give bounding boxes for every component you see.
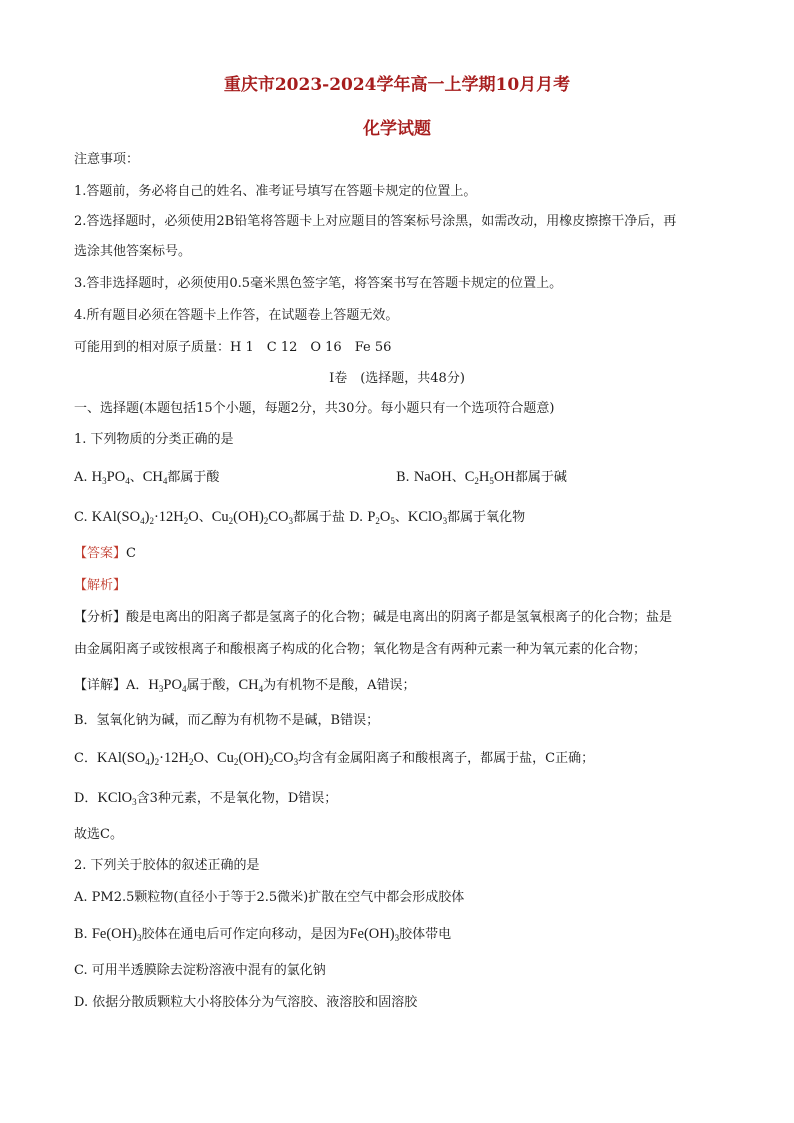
section-title: Ⅰ卷 (选择题，共48分) [329, 371, 465, 386]
q2-stem: 2. 下列关于胶体的叙述正确的是 [74, 858, 260, 873]
q1-detail-c: C．$KAl(SO_4)_2\cdot 12H_2O$、$Cu_2(OH)_2CO_3$均含有金属阳离子和酸根离子，都属于盐，C正确； [74, 750, 595, 767]
q2-option-c: C. 可用半透膜除去淀粉溶液中混有的氯化钠 [74, 963, 326, 978]
note-2: 2.答选择题时，必须使用2B铅笔将答题卡上对应题目的答案标号涂黑，如需改动，用橡皮擦擦干净后，再 [74, 214, 677, 229]
q2-option-b: B. $Fe(OH)_3$胶体在通电后可作定向移动，是因为$Fe(OH)_3$胶体带电 [74, 926, 452, 943]
q1-stem: 1. 下列物质的分类正确的是 [74, 432, 234, 447]
note-1: 1.答题前，务必将自己的姓名、准考证号填写在答题卡规定的位置上。 [74, 184, 477, 199]
notes-heading: 注意事项： [74, 152, 140, 167]
q2-option-a: A. PM2.5颗粒物(直径小于等于2.5微米)扩散在空气中都会形成胶体 [74, 890, 465, 905]
q1-option-d: D. $P_2O_5$、KClO$_3$都属于氧化物 [349, 509, 526, 526]
part-one-heading: 一、选择题(本题包括15个小题，每题2分，共30分。每小题只有一个选项符合题意) [74, 401, 555, 416]
answer-value: C [126, 546, 136, 561]
atomic-masses: 可能用到的相对原子质量：H 1 C 12 O 16 Fe 56 [74, 340, 392, 355]
exam-title: 重庆市2023-2024学年高一上学期10月月考 [223, 75, 571, 95]
q1-options-ab [74, 467, 724, 488]
q1-answer [74, 544, 724, 564]
q1-detail-d: D．KClO$_3$含3种元素，不是氧化物，D错误； [74, 790, 338, 807]
q1-options-cd [74, 507, 724, 528]
q1-option-b: B. NaOH、$C_2H_5OH$都属于碱 [396, 469, 567, 486]
q1-fenxi-2: 由金属阳离子或铵根离子和酸根离子构成的化合物；氧化物是含有两种元素一种为氧元素的化合物； [74, 642, 647, 657]
note-3: 3.答非选择题时，必须使用0.5毫米黑色签字笔，将答案书写在答题卡规定的位置上。 [74, 276, 563, 291]
q2-option-d: D. 依据分散质颗粒大小将胶体分为气溶胶、液溶胶和固溶胶 [74, 995, 418, 1010]
answer-tag: 【答案】 [74, 546, 127, 561]
q1-detail-a: 【详解】A．$H_3PO_4$属于酸，$CH_4$为有机物不是酸，A错误； [74, 677, 416, 694]
exam-subtitle: 化学试题 [363, 119, 431, 139]
q1-fenxi-1: 【分析】酸是电离出的阳离子都是氢离子的化合物；碱是电离出的阴离子都是氢氧根离子的化合物；盐是 [74, 610, 673, 625]
q1-conclusion: 故选C。 [74, 827, 123, 842]
note-4: 4.所有题目必须在答题卡上作答，在试题卷上答题无效。 [74, 308, 399, 323]
q1-detail-b: B．氢氧化钠为碱，而乙醇为有机物不是碱，B错误； [74, 713, 380, 728]
q1-option-a: A. $H_3PO_4$、$CH_4$都属于酸 [74, 469, 220, 486]
analysis-tag: 【解析】 [74, 578, 127, 593]
q1-option-c: C. $KAl(SO_4)_2\cdot 12H_2O$、$Cu_2(OH)_2CO_3$都属于盐 [74, 509, 345, 526]
note-2-cont: 选涂其他答案标号。 [74, 244, 192, 259]
